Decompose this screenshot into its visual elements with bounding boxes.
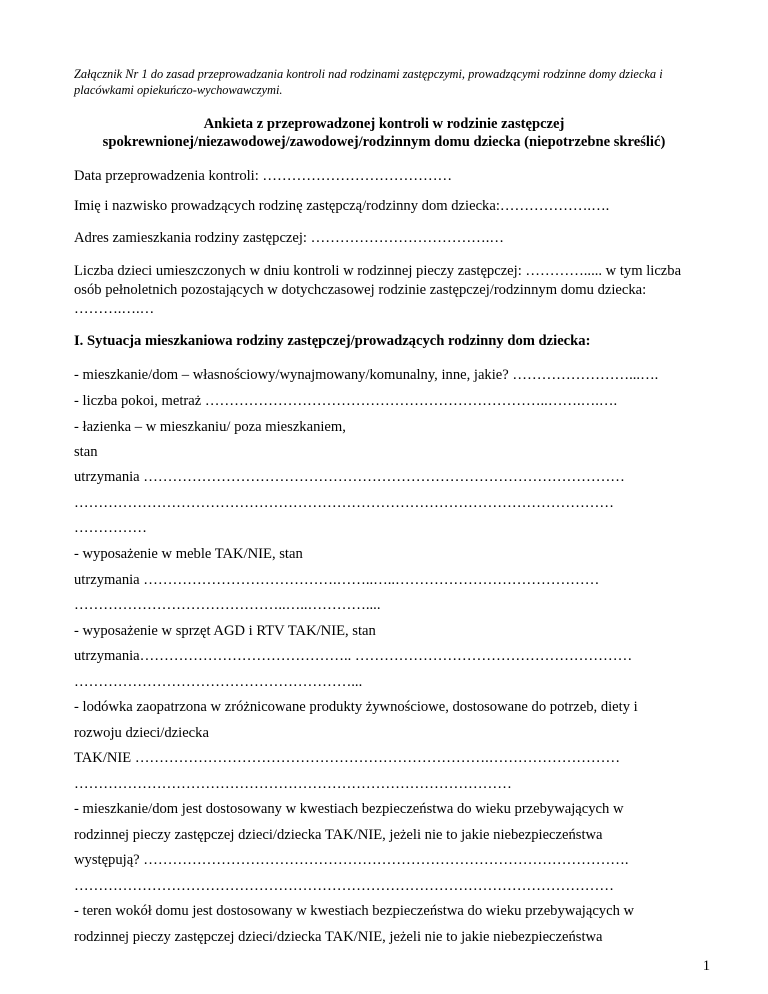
section-1-heading: I. Sytuacja mieszkaniowa rodziny zastępczej/prowadzących rodzinny dom dziecka: <box>74 333 591 349</box>
header-note: Załącznik Nr 1 do zasad przeprowadzania kontroli nad rodzinami zastępczymi, prowadzącymi rodzinne domy dziecka i placówkami opiekuńczo-wychowawczymi. <box>74 67 663 97</box>
section-1-line: …………………………………………………... <box>74 674 363 690</box>
section-1-line: - wyposażenie w sprzęt AGD i RTV TAK/NIE, stan <box>74 623 376 639</box>
section-1-line: utrzymania…………………………………….. ………………………………………………… <box>74 648 633 664</box>
section-1-line: - liczba pokoi, metraż ……………………………………………………………..…….….…. <box>74 393 618 409</box>
section-1-line: ………………………………………………………………………………………………… <box>74 495 614 511</box>
section-1-line: - mieszkanie/dom jest dostosowany w kwestiach bezpieczeństwa do wieku przebywających w <box>74 801 624 817</box>
section-1-line: - lodówka zaopatrzona w zróżnicowane produkty żywnościowe, dostosowane do potrzeb, diety i <box>74 699 638 715</box>
title-line-1: Ankieta z przeprowadzonej kontroli w rodzinie zastępczej <box>203 116 565 132</box>
section-1-line: TAK/NIE ……………………………………………………………….……………………… <box>74 750 621 766</box>
field-children: Liczba dzieci umieszczonych w dniu kontroli w rodzinnej pieczy zastępczej: …………..... w tym liczba osób pełnoletnich pozostających w dotychczasowej rodzinie zastępczej/rodzinnym domu dziecka: ……….….… <box>74 263 682 317</box>
section-1-line: rozwoju dzieci/dziecka <box>74 725 209 741</box>
section-1-line: - wyposażenie w meble TAK/NIE, stan <box>74 546 303 562</box>
section-1-line: ……………………………………..…..………….... <box>74 597 381 613</box>
section-1-line: rodzinnej pieczy zastępczej dzieci/dziecka TAK/NIE, jeżeli nie to jakie niebezpieczeństwa <box>74 827 603 843</box>
section-1-line: utrzymania ………………………………….……..…..…………………………………… <box>74 572 600 588</box>
section-1-line: rodzinnej pieczy zastępczej dzieci/dziecka TAK/NIE, jeżeli nie to jakie niebezpieczeństwa <box>74 929 603 945</box>
field-address: Adres zamieszkania rodziny zastępczej: ……………………………….… <box>74 230 504 246</box>
title-line-2: spokrewnionej/niezawodowej/zawodowej/rodzinnym domu dziecka (niepotrzebne skreślić) <box>102 134 666 150</box>
field-date: Data przeprowadzenia kontroli: ………………………………… <box>74 168 453 184</box>
section-1-line: występują? ………………………………………………………………………………………. <box>74 852 629 868</box>
document-title <box>60 115 708 151</box>
section-1-line: stan <box>74 444 98 460</box>
section-1-line: ………………………………………………………………………………………………… <box>74 878 614 894</box>
section-1-line: - mieszkanie/dom – własnościowy/wynajmowany/komunalny, inne, jakie? ……………………...…. <box>74 367 659 383</box>
section-1-line: ……………………………………………………………………………… <box>74 776 512 792</box>
page-number: 1 <box>702 958 710 974</box>
field-names: Imię i nazwisko prowadzących rodzinę zastępczą/rodzinny dom dziecka:……………….…. <box>74 198 610 214</box>
section-1-line: utrzymania ……………………………………………………………………………………… <box>74 469 625 485</box>
section-1-line: - teren wokół domu jest dostosowany w kwestiach bezpieczeństwa do wieku przebywających w <box>74 903 635 919</box>
section-1-line: - łazienka – w mieszkaniu/ poza mieszkaniem, <box>74 419 346 435</box>
section-1-line: …………… <box>74 520 147 536</box>
